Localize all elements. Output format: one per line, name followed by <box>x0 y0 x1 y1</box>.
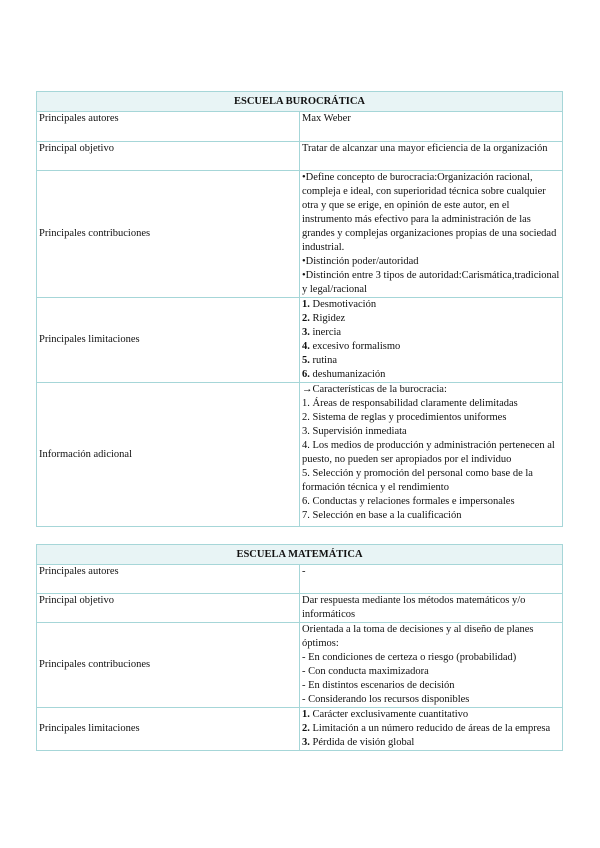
item-number: 2. <box>302 313 310 324</box>
content-line: •Distinción entre 3 tipos de autoridad:Carismática,tradicional y legal/racional <box>302 270 560 295</box>
content-line: - Considerando los recursos disponibles <box>302 694 470 705</box>
content-line: 6. Conductas y relaciones formales e impersonales <box>302 496 515 507</box>
item-number: 3. <box>302 327 310 338</box>
table-row <box>37 171 563 298</box>
item-number: 1. <box>302 709 310 720</box>
content-line: •Distinción poder/autoridad <box>302 256 419 267</box>
row-content <box>300 565 563 594</box>
row-content <box>300 708 563 751</box>
escuela-burocratica-table <box>36 91 563 527</box>
row-label: Principales limitaciones <box>37 298 300 383</box>
item-number: 4. <box>302 341 310 352</box>
item-number: 3. <box>302 737 310 748</box>
content-line <box>302 312 560 326</box>
row-content <box>300 171 563 298</box>
content-line: Orientada a la toma de decisiones y al diseño de planes óptimos: <box>302 624 534 649</box>
content-line <box>302 368 560 382</box>
escuela-matematica-table <box>36 544 563 751</box>
row-content <box>300 142 563 171</box>
row-content <box>300 383 563 527</box>
item-text: Limitación a un número reducido de áreas de la empresa <box>312 723 551 734</box>
content-line: 4. Los medios de producción y administración pertenecen al puesto, no pueden ser apropiados por el individuo <box>302 440 555 465</box>
table-row <box>37 298 563 383</box>
item-text: inercia <box>312 327 342 338</box>
content-line: 2. Sistema de reglas y procedimientos uniformes <box>302 412 507 423</box>
content-line <box>302 340 560 354</box>
content-line: 3. Supervisión inmediata <box>302 426 407 437</box>
table-row <box>37 623 563 708</box>
content-line: - En condiciones de certeza o riesgo (probabilidad) <box>302 652 517 663</box>
content-line: Tratar de alcanzar una mayor eficiencia de la organización <box>302 143 548 154</box>
table-title: ESCUELA BUROCRÁTICA <box>37 92 563 112</box>
table-title: ESCUELA MATEMÁTICA <box>37 545 563 565</box>
item-number: 1. <box>302 299 310 310</box>
content-line <box>302 354 560 368</box>
content-line: 1. Áreas de responsabilidad claramente delimitadas <box>302 398 518 409</box>
content-line: - <box>302 566 306 577</box>
content-line: - Con conducta maximizadora <box>302 666 429 677</box>
content-line <box>302 722 560 736</box>
content-line <box>302 326 560 340</box>
item-number: 5. <box>302 355 310 366</box>
item-text: rutina <box>312 355 337 366</box>
table-row <box>37 383 563 527</box>
row-label: Principales autores <box>37 112 300 142</box>
item-text: Rigidez <box>312 313 346 324</box>
item-number: 6. <box>302 369 310 380</box>
table-row <box>37 594 563 623</box>
item-text: excesivo formalismo <box>312 341 401 352</box>
table-row <box>37 112 563 142</box>
content-line: Max Weber <box>302 113 351 124</box>
row-label: Información adicional <box>37 383 300 527</box>
item-text: Pérdida de visión global <box>312 737 415 748</box>
item-text: Carácter exclusivamente cuantitativo <box>312 709 469 720</box>
row-label: Principales contribuciones <box>37 623 300 708</box>
table-row <box>37 142 563 171</box>
content-line: - En distintos escenarios de decisión <box>302 680 455 691</box>
content-line: •Define concepto de burocracia:Organización racional, compleja e ideal, con superioridad técnica sobre cualquier otra y que se erige, en opinión de este autor, en el instrumento más efectivo para la administración de las grandes y complejas organizaciones propias de una sociedad industrial. <box>302 172 557 253</box>
row-label: Principal objetivo <box>37 142 300 171</box>
row-content <box>300 623 563 708</box>
row-label: Principales contribuciones <box>37 171 300 298</box>
row-content <box>300 298 563 383</box>
content-line: 7. Selección en base a la cualificación <box>302 510 462 521</box>
content-line: Dar respuesta mediante los métodos matemáticos y/o informáticos <box>302 595 526 620</box>
content-line <box>302 708 560 722</box>
item-text: deshumanización <box>312 369 386 380</box>
table-row <box>37 565 563 594</box>
content-line: 5. Selección y promoción del personal como base de la formación técnica y el rendimiento <box>302 468 533 493</box>
row-label: Principal objetivo <box>37 594 300 623</box>
content-line: →Características de la burocracia: <box>302 384 447 395</box>
row-content <box>300 594 563 623</box>
item-number: 2. <box>302 723 310 734</box>
row-label: Principales limitaciones <box>37 708 300 751</box>
row-content <box>300 112 563 142</box>
row-label: Principales autores <box>37 565 300 594</box>
item-text: Desmotivación <box>312 299 377 310</box>
content-line <box>302 736 560 750</box>
table-row <box>37 708 563 751</box>
content-line <box>302 298 560 312</box>
